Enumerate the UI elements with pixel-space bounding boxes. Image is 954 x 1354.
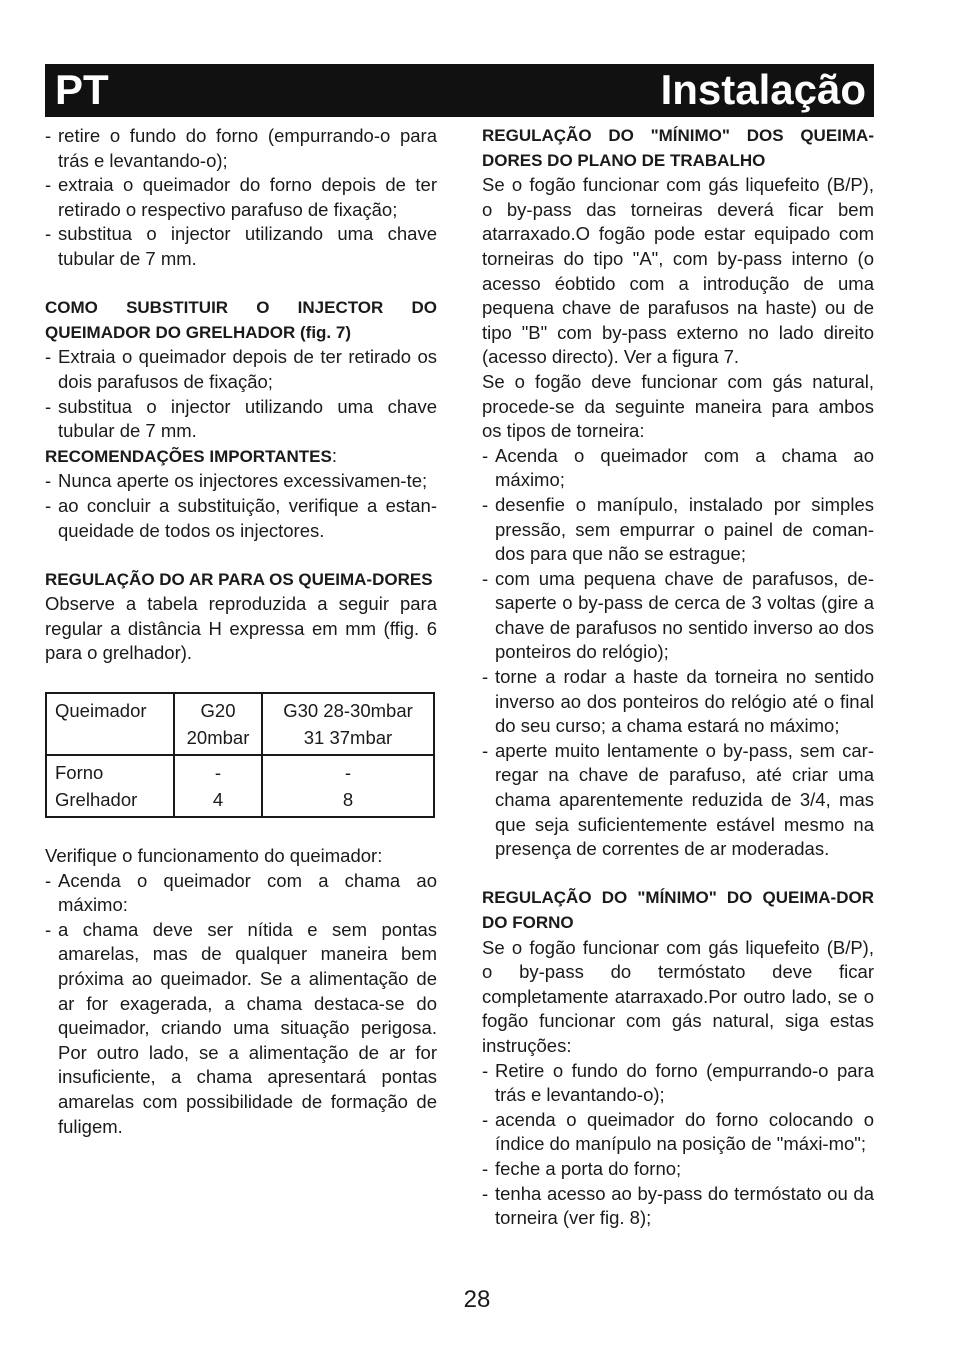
recommendations-heading: [45, 444, 437, 470]
table-cell: [174, 693, 262, 755]
section-heading: COMO SUBSTITUIR O INJECTOR DO QUEIMADOR DO GRELHADOR (fig. 7): [45, 298, 437, 342]
table-cell: [262, 755, 434, 817]
cell-text: -: [344, 762, 352, 784]
burner-check-list: [45, 869, 437, 1140]
cell-text: G20: [200, 700, 236, 722]
table-cell: [46, 755, 174, 817]
page-title: Instalação: [660, 66, 866, 113]
table-cell: [46, 693, 174, 755]
list-item: - substitua o injector utilizando uma chave tubular de 7 mm.: [45, 222, 437, 271]
list-item: - Extraia o queimador depois de ter retirado os dois parafusos de fixação;: [45, 345, 437, 394]
table-cell: [174, 755, 262, 817]
table-row: [46, 755, 434, 817]
list-item: - a chama deve ser nítida e sem pontas amarelas, mas de qualquer maneira bem próxima ao queimador. Se a alimentação de ar for exagerada, a chama destaca-se do queimador, criando uma situação perigosa. Por outro lado, se a alimentação de ar for insuficiente, a chama apresentará pontas amarelas com possibilidade de formação de fuligem.: [45, 918, 437, 1139]
section-heading: REGULAÇÃO DO AR PARA OS QUEIMA-DORES: [45, 569, 433, 589]
list-item: - substitua o injector utilizando uma chave tubular de 7 mm.: [45, 395, 437, 444]
table-header-row: [46, 693, 434, 755]
page-number: 28: [463, 1286, 491, 1313]
table-cell: [262, 693, 434, 755]
paragraph: Verifique o funcionamento do queimador:: [45, 845, 383, 867]
distance-table: [45, 692, 435, 818]
recommendations-list: [45, 469, 437, 543]
cell-text: G30 28-30mbar: [283, 700, 413, 722]
cell-text: 31 37mbar: [303, 727, 393, 749]
list-item: - Nunca aperte os injectores excessivamen-te;: [45, 469, 437, 494]
list-item: - torne a rodar a haste da torneira no sentido inverso ao dos ponteiros do relógio até o final do seu curso; a chama estará no máximo;: [482, 665, 874, 739]
section-heading: REGULAÇÃO DO "MÍNIMO" DO QUEIMA-DOR DO FORNO: [482, 888, 874, 932]
oven-injector-steps: [45, 124, 437, 272]
recommendations-label: RECOMENDAÇÕES IMPORTANTES: [45, 446, 332, 466]
list-item: - Acenda o queimador com a chama ao máximo:: [45, 869, 437, 918]
cell-text: -: [214, 762, 222, 784]
paragraph: Observe a tabela reproduzida a seguir para regular a distância H expressa em mm (ffig. 6 para o grelhador).: [45, 593, 437, 664]
left-column: [45, 124, 437, 1139]
paragraph: Se o fogão funcionar com gás liquefeito (B/P), o by-pass das torneiras deverá ficar bem atarraxado.O fogão pode estar equipado com torneiras do tipo "A", com by-pass interno (o acesso éobtido com a introdução de uma pequena chave de parafusos na haste) ou de tipo "B" com by-pass externo no lado direito (acesso directo). Ver a figura 7.: [482, 174, 874, 368]
grill-injector-steps: [45, 345, 437, 443]
list-item: - ao concluir a substituição, verifique a estan-queidade de todos os injectores.: [45, 494, 437, 543]
list-item: - extraia o queimador do forno depois de ter retirado o respectivo parafuso de fixação;: [45, 173, 437, 222]
list-item: - feche a porta do forno;: [482, 1157, 874, 1182]
list-item: - acenda o queimador do forno colocando o índice do manípulo na posição de "máxi-mo";: [482, 1108, 874, 1157]
list-item: - aperte muito lentamente o by-pass, sem car-regar na chave de parafuso, até criar uma chama aparentemente reduzida de 3/4, mas que seja suficientemente estável mesmo na presença de correntes de ar moderadas.: [482, 739, 874, 862]
list-item: - Retire o fundo do forno (empurrando-o para trás e levantando-o);: [482, 1059, 874, 1108]
list-item: - desenfie o manípulo, instalado por simples pressão, sem empurrar o painel de coman-dos para que não se estrague;: [482, 493, 874, 567]
section-heading: REGULAÇÃO DO "MÍNIMO" DOS QUEIMA-DORES DO PLANO DE TRABALHO: [482, 126, 874, 170]
cell-text: 8: [342, 789, 354, 811]
language-code: PT: [55, 66, 109, 113]
cell-text: 20mbar: [186, 727, 250, 749]
minimum-adjust-steps: [482, 444, 874, 862]
list-item: - retire o fundo do forno (empurrando-o para trás e levantando-o);: [45, 124, 437, 173]
page-header: [45, 64, 874, 117]
list-item: - tenha acesso ao by-pass do termóstato ou da torneira (ver fig. 8);: [482, 1182, 874, 1231]
oven-minimum-steps: [482, 1059, 874, 1231]
cell-text: Grelhador: [55, 789, 138, 811]
right-column: [482, 124, 874, 1231]
cell-text: Queimador: [55, 700, 147, 722]
recommendations-colon: :: [331, 444, 337, 466]
paragraph: Se o fogão funcionar com gás liquefeito (B/P), o by-pass do termóstato deve ficar completamente atarraxado.Por outro lado, se o fogão funcionar com gás natural, siga estas instruções:: [482, 936, 874, 1056]
list-item: - com uma pequena chave de parafusos, de-saperte o by-pass de cerca de 3 voltas (gire a chave de parafusos no sentido inverso ao dos ponteiros do relógio);: [482, 567, 874, 665]
list-item: - Acenda o queimador com a chama ao máximo;: [482, 444, 874, 493]
cell-text: Forno: [55, 762, 104, 784]
paragraph: Se o fogão deve funcionar com gás natural, procede-se da seguinte maneira para ambos os tipos de torneira:: [482, 370, 874, 442]
cell-text: 4: [212, 789, 224, 811]
